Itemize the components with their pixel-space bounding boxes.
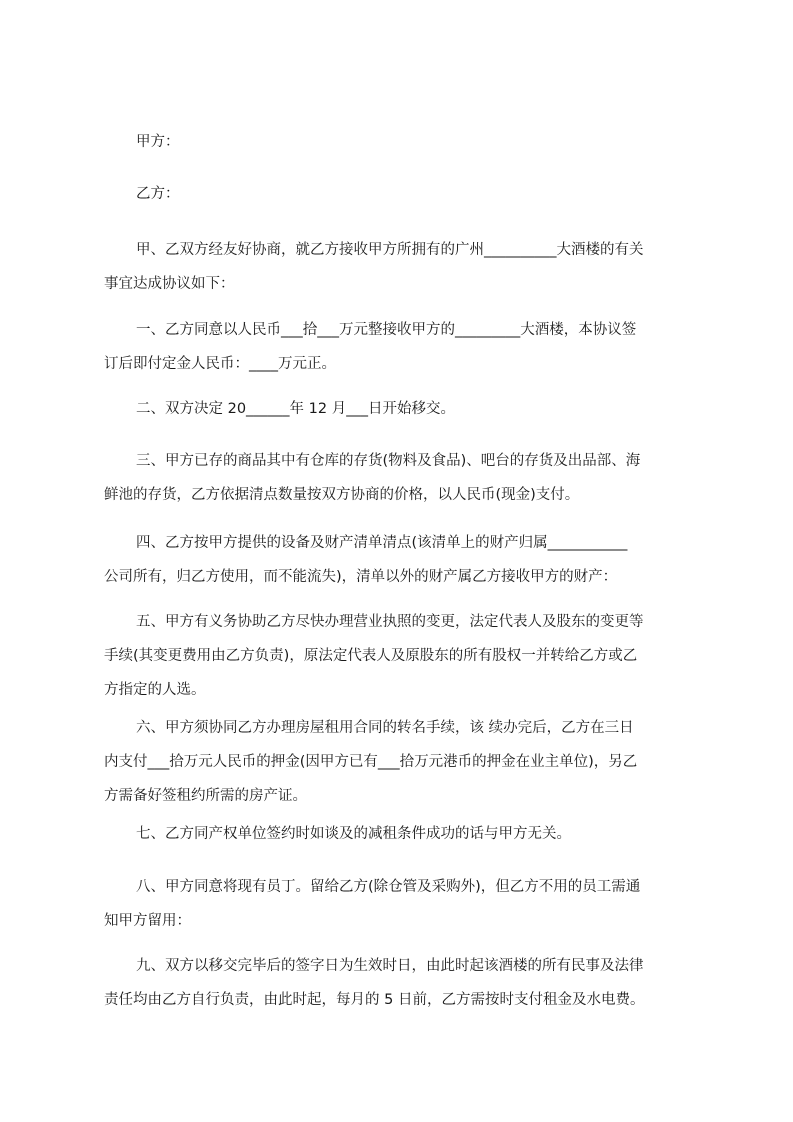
paragraph-clause-3: [104, 444, 704, 512]
paragraph-line: 方指定的人选。: [104, 682, 206, 698]
paragraph-clause-8: [104, 870, 704, 938]
paragraph-line: 八、甲方同意将现有员丁。留给乙方(除仓管及采购外)，但乙方不用的员工需通: [136, 879, 641, 895]
paragraph-line: 订后即付定金人民币：____万元正。: [104, 356, 336, 372]
paragraph-line: 甲、乙双方经友好协商，就乙方接收甲方所拥有的广州__________大酒楼的有关: [136, 242, 644, 258]
paragraph-line: 事宜达成协议如下：: [104, 276, 235, 292]
paragraph-line: 六、甲方须协同乙方办理房屋租用合同的转名手续，该 续办完后，乙方在三日: [136, 720, 634, 736]
paragraph-line: 内支付___拾万元人民币的押金(因甲方已有___拾万元港币的押金在业主单位)，另乙: [104, 754, 638, 770]
paragraph-clause-2: [104, 392, 704, 426]
paragraph-line: 鲜池的存货，乙方依据清点数量按双方协商的价格，以人民币(现金)支付。: [104, 487, 580, 503]
paragraph-line: 五、甲方有义务协助乙方尽快办理营业执照的变更，法定代表人及股东的变更等: [136, 614, 644, 630]
paragraph-clause-6: [104, 711, 704, 813]
party-b-text: 乙方：: [136, 186, 180, 202]
party-b-label: [104, 177, 736, 211]
paragraph-intro: [104, 233, 704, 301]
party-a-text: 甲方：: [136, 134, 180, 150]
paragraph-line: 方需备好签租约所需的房产证。: [104, 788, 307, 804]
paragraph-clause-9: [104, 949, 704, 1017]
paragraph-clause-1: [104, 313, 704, 381]
paragraph-line: 手续(其变更费用由乙方负责)，原法定代表人及原股东的所有股权一并转给乙方或乙: [104, 648, 638, 664]
paragraph-clause-5: [104, 605, 704, 707]
paragraph-line: 九、双方以移交完毕后的签字日为生效时日，由此时起该酒楼的所有民事及法律: [136, 958, 644, 974]
paragraph-line: 七、乙方同产权单位签约时如谈及的减租条件成功的话与甲方无关。: [136, 826, 571, 842]
paragraph-line: 公司所有，归乙方使用，而不能流失)，清单以外的财产属乙方接收甲方的财产：: [104, 569, 618, 585]
party-a-label: [104, 125, 736, 159]
paragraph-clause-4: [104, 526, 704, 594]
paragraph-clause-7: [104, 817, 704, 851]
paragraph-line: 四、乙方按甲方提供的设备及财产清单清点(该清单上的财产归属___________: [136, 535, 628, 551]
paragraph-line: 责任均由乙方自行负责，由此时起，每月的 5 日前，乙方需按时支付租金及水电费。: [104, 992, 645, 1008]
paragraph-line: 三、甲方已存的商品其中有仓库的存货(物料及食品)、吧台的存货及出品部、海: [136, 453, 641, 469]
paragraph-line: 一、乙方同意以人民币___拾___万元整接收甲方的_________大酒楼，本协议签: [136, 322, 637, 338]
paragraph-line: 二、双方决定 20______年 12 月___日开始移交。: [136, 401, 455, 417]
paragraph-line: 知甲方留用：: [104, 913, 191, 929]
